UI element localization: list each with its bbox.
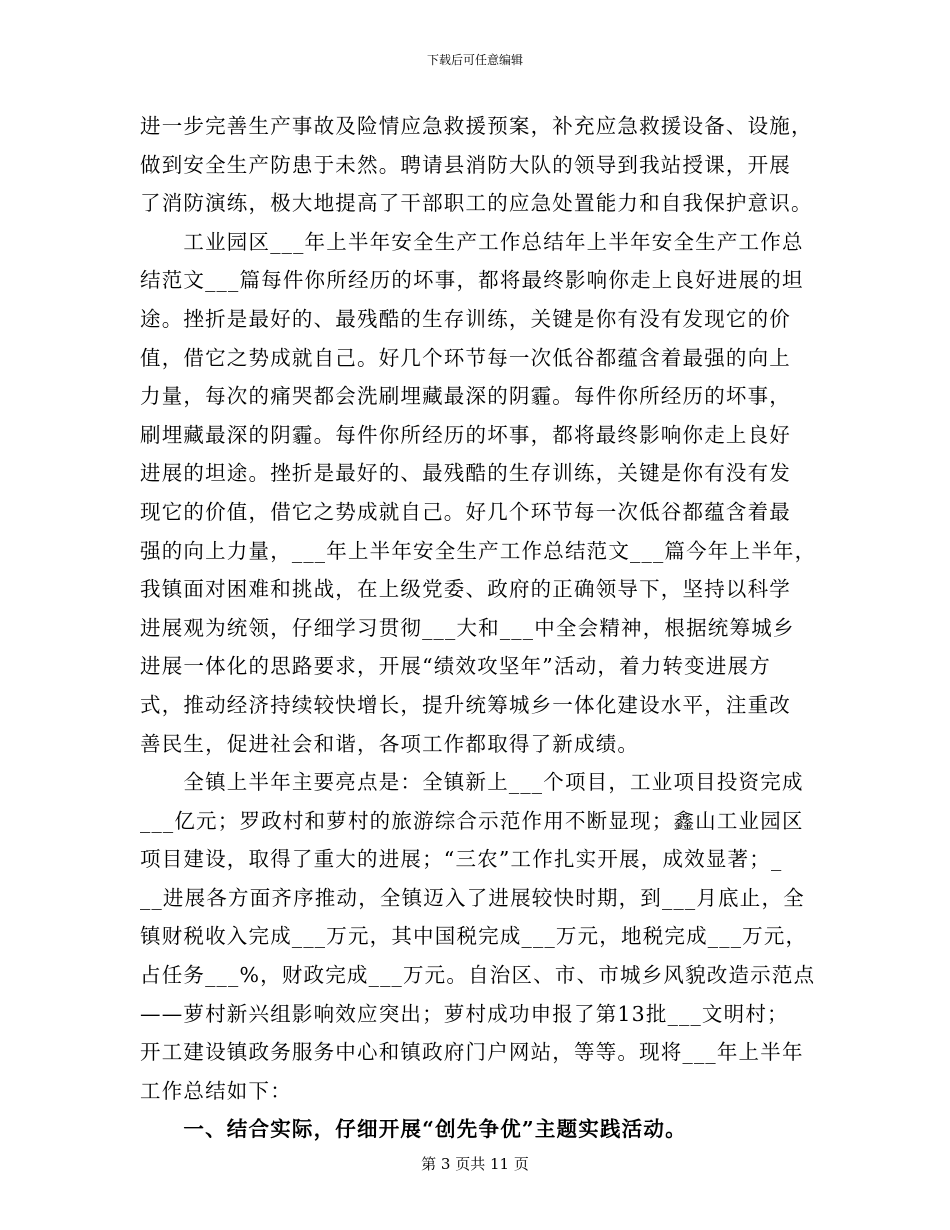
paragraph-3 <box>140 763 816 1110</box>
text-line: 进展的坦途。挫折是最好的、最残酷的生存训练，关键是你有没有发 <box>140 461 791 486</box>
paragraph-1 <box>140 107 813 223</box>
text-line: 了消防演练，极大地提高了干部职工的应急处置能力和自我保护意识。 <box>140 191 813 216</box>
text-line: 力量，每次的痛哭都会洗刷埋藏最深的阴霾。每件你所经历的坏事， <box>140 384 791 409</box>
text-line: 工作总结如下： <box>140 1078 292 1103</box>
text-line: 进展观为统领，仔细学习贯彻___大和___中全会精神，根据统筹城乡 <box>140 615 795 640</box>
text-line: 途。挫折是最好的、最残酷的生存训练，关键是你有没有发现它的价 <box>140 306 791 331</box>
text-line: 进一步完善生产事故及险情应急救援预案，补充应急救援设备、设施， <box>140 114 813 138</box>
page-footer: 第 3 页共 11 页 <box>421 1155 529 1173</box>
text-line: 刷埋藏最深的阴霾。每件你所经历的坏事，都将最终影响你走上良好 <box>140 422 791 447</box>
text-line: 镇财税收入完成___万元，其中国税完成___万元，地税完成___万元， <box>140 924 808 949</box>
text-line: 工业园区___年上半年安全生产工作总结年上半年安全生产工作总 <box>140 229 804 254</box>
text-line: ___亿元；罗政村和萝村的旅游综合示范作用不断显现；鑫山工业园区 <box>140 808 804 833</box>
paragraph-2 <box>140 223 817 763</box>
text-line: 全镇上半年主要亮点是：全镇新上___个项目，工业项目投资完成 <box>140 770 804 795</box>
text-line: 值，借它之势成就自己。好几个环节每一次低谷都蕴含着最强的向上 <box>140 345 791 370</box>
text-line: 结范文___篇每件你所经历的坏事，都将最终影响你走上良好进展的坦 <box>140 268 804 293</box>
text-line: 做到安全生产防患于未然。聘请县消防大队的领导到我站授课，开展 <box>140 152 791 177</box>
section-heading: 一、结合实际，仔细开展“创先争优”主题实践活动。 <box>140 1117 687 1142</box>
text-line: 占任务___%，财政完成___万元。自治区、市、市城乡风貌改造示范点 <box>140 963 816 988</box>
text-line: 式，推动经济持续较快增长，提升统筹城乡一体化建设水平，注重改 <box>140 692 791 717</box>
text-line: 现它的价值，借它之势成就自己。好几个环节每一次低谷都蕴含着最 <box>140 499 791 524</box>
text-line: 项目建设，取得了重大的进展；“三农”工作扎实开展，成效显著；_ <box>140 847 783 872</box>
text-line: __进展各方面齐序推动，全镇迈入了进展较快时期，到___月底止，全 <box>140 885 805 910</box>
text-line: ——萝村新兴组影响效应突出；萝村成功申报了第13批___文明村； <box>140 1001 789 1026</box>
text-line: 进展一体化的思路要求，开展“绩效攻坚年”活动，着力转变进展方 <box>140 654 771 679</box>
page-header: 下载后可任意编辑 <box>426 53 523 67</box>
text-line: 开工建设镇政务服务中心和镇政府门户网站，等等。现将___年上半年 <box>140 1040 804 1065</box>
text-line: 善民生，促进社会和谐，各项工作都取得了新成绩。 <box>140 731 640 756</box>
text-line: 强的向上力量，___年上半年安全生产工作总结范文___篇今年上半年， <box>140 538 817 563</box>
document-body <box>140 107 817 1149</box>
text-line: 我镇面对困难和挑战，在上级党委、政府的正确领导下，坚持以科学 <box>140 577 791 602</box>
